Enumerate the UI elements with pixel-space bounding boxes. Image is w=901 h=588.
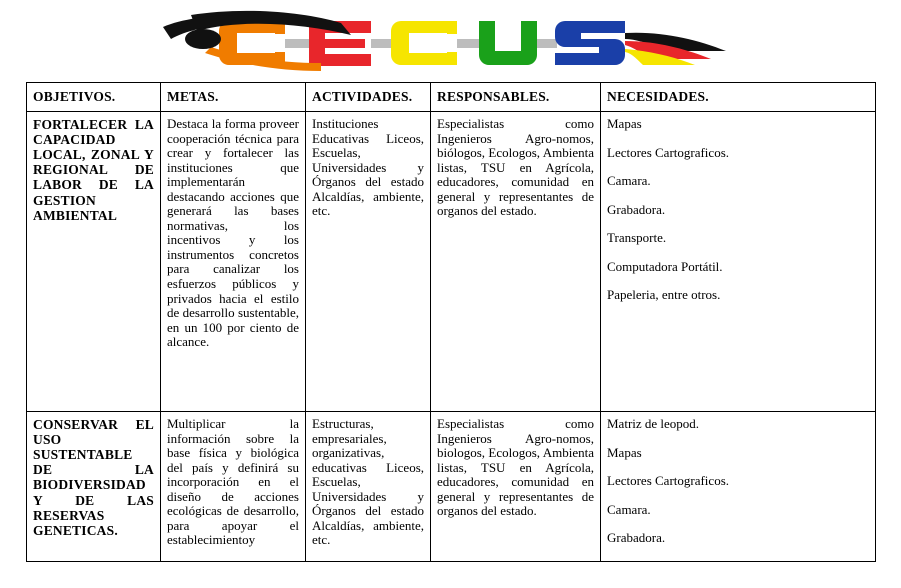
column-header-responsables: RESPONSABLES.	[431, 83, 601, 112]
column-header-metas: METAS.	[161, 83, 306, 112]
cell-meta: Multiplicar la información sobre la base física y biológica del país y definirá su incorporación en el diseño de acciones ecológicas de desarrollo, para apoyar el establecimientoy	[161, 412, 306, 562]
table-row	[27, 412, 876, 562]
necesidad-item: Camara.	[607, 501, 651, 517]
necesidad-item: Grabadora.	[607, 201, 666, 217]
table-container	[0, 82, 901, 562]
column-header-actividades: ACTIVIDADES.	[306, 83, 431, 112]
table-header-row	[27, 83, 876, 112]
necesidad-item: Matriz de leopod.	[607, 416, 700, 431]
cell-objetivo: CONSERVAR EL USO SUSTENTABLE DE LA BIODIVERSIDAD Y DE LAS RESERVAS GENETICAS.	[27, 412, 161, 562]
necesidad-item: Mapas	[607, 116, 642, 131]
necesidad-item: Transporte.	[607, 230, 667, 246]
cell-actividades: Instituciones Educativas Liceos, Escuelas, Universidades y Órganos del estado Alcaldías, ambiente, etc.	[306, 112, 431, 412]
cell-objetivo: FORTALECER LA CAPACIDAD LOCAL, ZONAL Y REGIONAL DE LABOR DE LA GESTION AMBIENTAL	[27, 112, 161, 412]
necesidad-item: Lectores Cartograficos.	[607, 144, 730, 160]
table-row	[27, 112, 876, 412]
cell-actividades: Estructuras, empresariales, organizativas, educativas Liceos, Escuelas, Universidades y Órganos del estado Alcaldías, ambiente, etc.	[306, 412, 431, 562]
cell-meta: Destaca la forma proveer cooperación técnica para crear y fortalecer las instituciones que implementarán destacando acciones que generará las bases normativas, los incentivos y los instrumentos concretos para canalizar los esfuerzos públicos y privados hacia el estilo de desarrollo sustentable, en un 100 por ciento de alcance.	[161, 112, 306, 412]
plan-table	[26, 82, 876, 562]
necesidad-item: Computadora Portátil.	[607, 258, 723, 274]
cell-responsables: Especialistas como Ingenieros Agro-nomos, biologos, Ecologos, Ambienta listas, TSU en Agrícola, educadores, comunidad en general y representantes de organos del estado.	[431, 412, 601, 562]
necesidad-item: Mapas	[607, 444, 642, 460]
cecus-logo-icon	[151, 5, 751, 81]
cell-responsables: Especialistas como Ingenieros Agro-nomos, biólogos, Ecologos, Ambienta listas, TSU en Agrícola, educadores, comunidad en general y representantes de organos del estado.	[431, 112, 601, 412]
logo-banner	[0, 0, 901, 82]
necesidad-item: Camara.	[607, 173, 651, 189]
column-header-necesidades: NECESIDADES.	[601, 83, 876, 112]
cell-necesidades	[601, 412, 876, 562]
necesidad-item: Grabadora.	[607, 530, 666, 546]
necesidad-item: Papeleria, entre otros.	[607, 287, 721, 303]
necesidad-item: Lectores Cartograficos.	[607, 473, 730, 489]
cell-necesidades	[601, 112, 876, 412]
column-header-objetivos: OBJETIVOS.	[27, 83, 161, 112]
